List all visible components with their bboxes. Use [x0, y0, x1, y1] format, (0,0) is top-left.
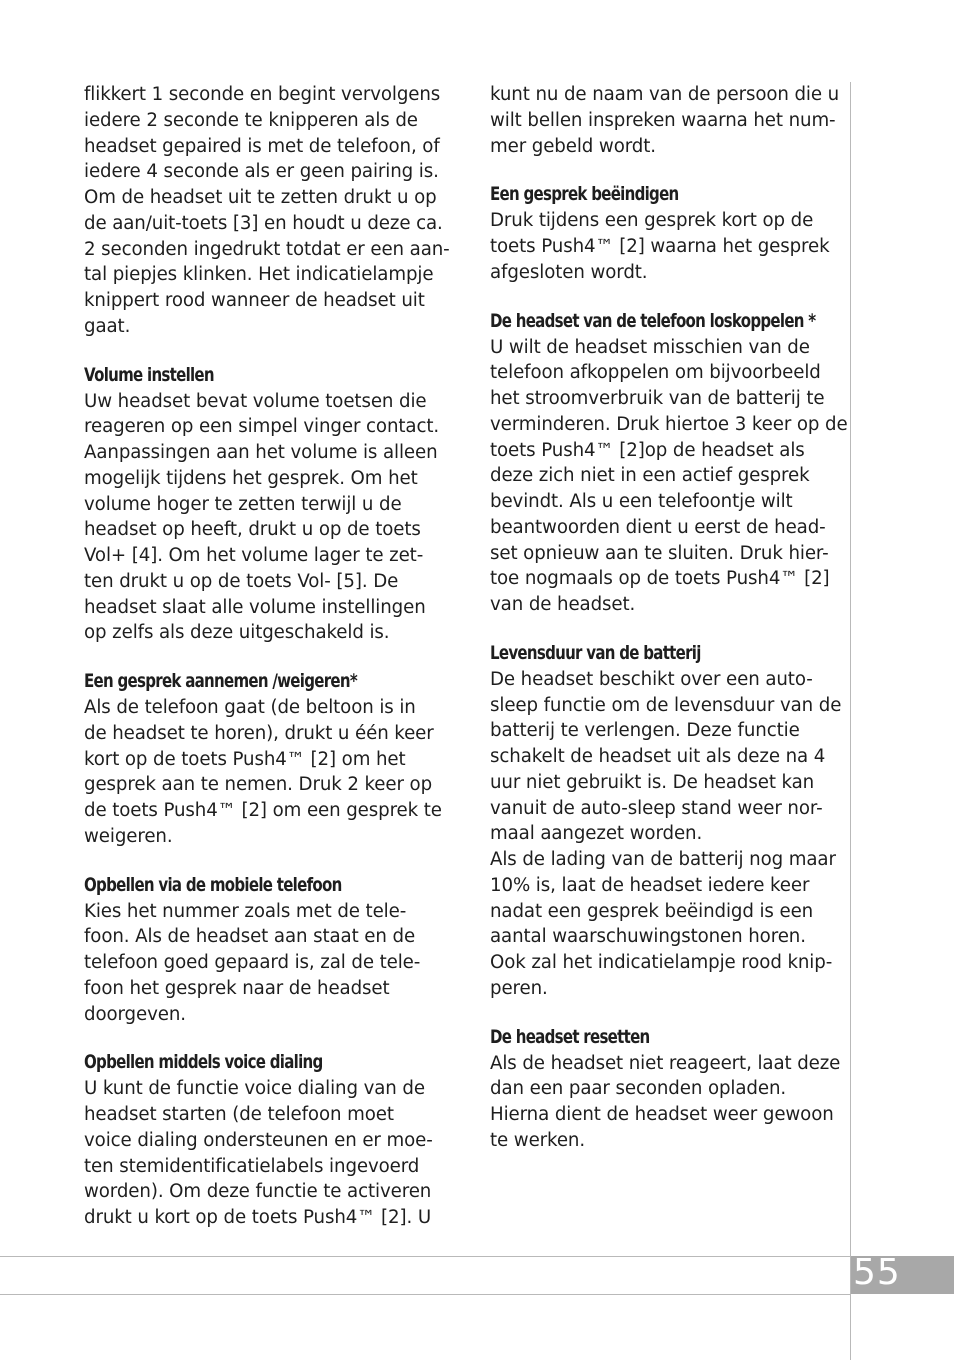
section-reset: [490, 1025, 852, 1154]
section-disconnect: [490, 309, 852, 618]
page-number: 55: [853, 1252, 901, 1293]
section-heading: De headset resetten: [490, 1026, 650, 1048]
section-paragraph: Druk tijdens een gesprek kort op de toets Push4™ [2] waarna het gesprek afgesloten wordt.: [490, 210, 830, 283]
section-paragraph: Als de telefoon gaat (de beltoon is in de headset te horen), drukt u één keer kort op de toets Push4™ [2] om het gesprek aan te nemen. Druk 2 keer op de toets Push4™ [2] om een gesprek te weigeren.: [84, 697, 442, 847]
section-voice-dialing: [84, 1050, 450, 1231]
section-paragraph: Kies het nummer zoals met de tele- foon. Als de headset aan staat en de telefoon goed gepaard is, zal de tele- foon het gesprek naar de headset doorgeven.: [84, 900, 421, 1025]
section-paragraph: U wilt de headset misschien van de telefoon afkoppelen om bijvoorbeeld het stroomverbruik van de batterij te verminderen. Druk hiertoe 3 keer op de toets Push4™ [2]op de headset als deze zich niet in een actief gesprek bevindt. Als u een telefoontje wilt beantwoorden dient u eerst de head- set opnieuw aan te sluiten. Druk hier- toe nogmaals op de toets Push4™ [2] van de headset.: [490, 336, 848, 615]
right-column: [490, 82, 852, 1154]
section-heading: Een gesprek aannemen /weigeren*: [84, 671, 357, 692]
intro-section: [490, 82, 852, 159]
section-heading: De headset van de telefoon loskoppelen *: [490, 310, 816, 332]
section-paragraph: U kunt de functie voice dialing van de headset starten (de telefoon moet voice dialing ondersteunen en er moe- ten stemidentificatielabels ingevoerd worden). Om deze functie te activeren drukt u kort op de toets Push4™ [2]. U: [84, 1078, 433, 1228]
section-heading: Opbellen via de mobiele telefoon: [84, 874, 342, 896]
section-heading: Levensduur van de batterij: [490, 642, 701, 664]
section-mobile-dial: [84, 873, 450, 1028]
left-column: [84, 82, 450, 1231]
section-paragraph: Als de headset niet reageert, laat deze dan een paar seconden opladen. Hierna dient de headset weer gewoon te werken.: [490, 1052, 841, 1151]
section-paragraph: De headset beschikt over een auto- sleep functie om de levensduur van de batterij te verlengen. Deze functie schakelt de headset uit als deze na 4 uur niet gebruikt is. De headset kan vanuit de auto-sleep stand weer nor- maal aangezet worden. Als de lading van de batterij nog maar 10% is, laat de headset iedere keer nadat een gesprek beëindigd is een aantal waarschuwingstonen horen. Ook zal het indicatielampje rood knip- peren.: [490, 668, 842, 999]
intro-section: [84, 82, 450, 340]
section-heading: Volume instellen: [84, 364, 214, 386]
intro-paragraph: flikkert 1 seconde en begint vervolgens iedere 2 seconde te knipperen als de headset gepaired is met de telefoon, of iedere 4 seconde als er geen pairing is. Om de headset uit te zetten drukt u op de aan/uit-toets [3] en houdt u deze ca. 2 seconden ingedrukt totdat er een aan- tal piepjes klinken. Het indicatielampje knippert rood wanneer de headset uit gaat.: [84, 84, 450, 337]
section-battery-life: [490, 641, 852, 1002]
footer-rule-bottom: [0, 1294, 850, 1295]
intro-paragraph: kunt nu de naam van de persoon die u wilt bellen inspreken waarna het num- mer gebeld wordt.: [490, 84, 840, 157]
section-paragraph: Uw headset bevat volume toetsen die reageren op een simpel vinger contact. Aanpassingen aan het volume is alleen mogelijk tijdens het gesprek. Om het volume hoger te zetten terwijl u de headset op heeft, drukt u op de toets Vol+ [4]. Om het volume lager te zet- ten drukt u op de toets Vol- [5]. De headset slaat alle volume instellingen op zelfs als deze uitgeschakeld is.: [84, 390, 440, 644]
section-volume: [84, 363, 450, 647]
section-answer-call: [84, 669, 450, 850]
section-heading: Opbellen middels voice dialing: [84, 1052, 323, 1074]
section-heading: Een gesprek beëindigen: [490, 184, 679, 206]
footer-rule-top: [0, 1256, 954, 1257]
section-end-call: [490, 182, 852, 285]
